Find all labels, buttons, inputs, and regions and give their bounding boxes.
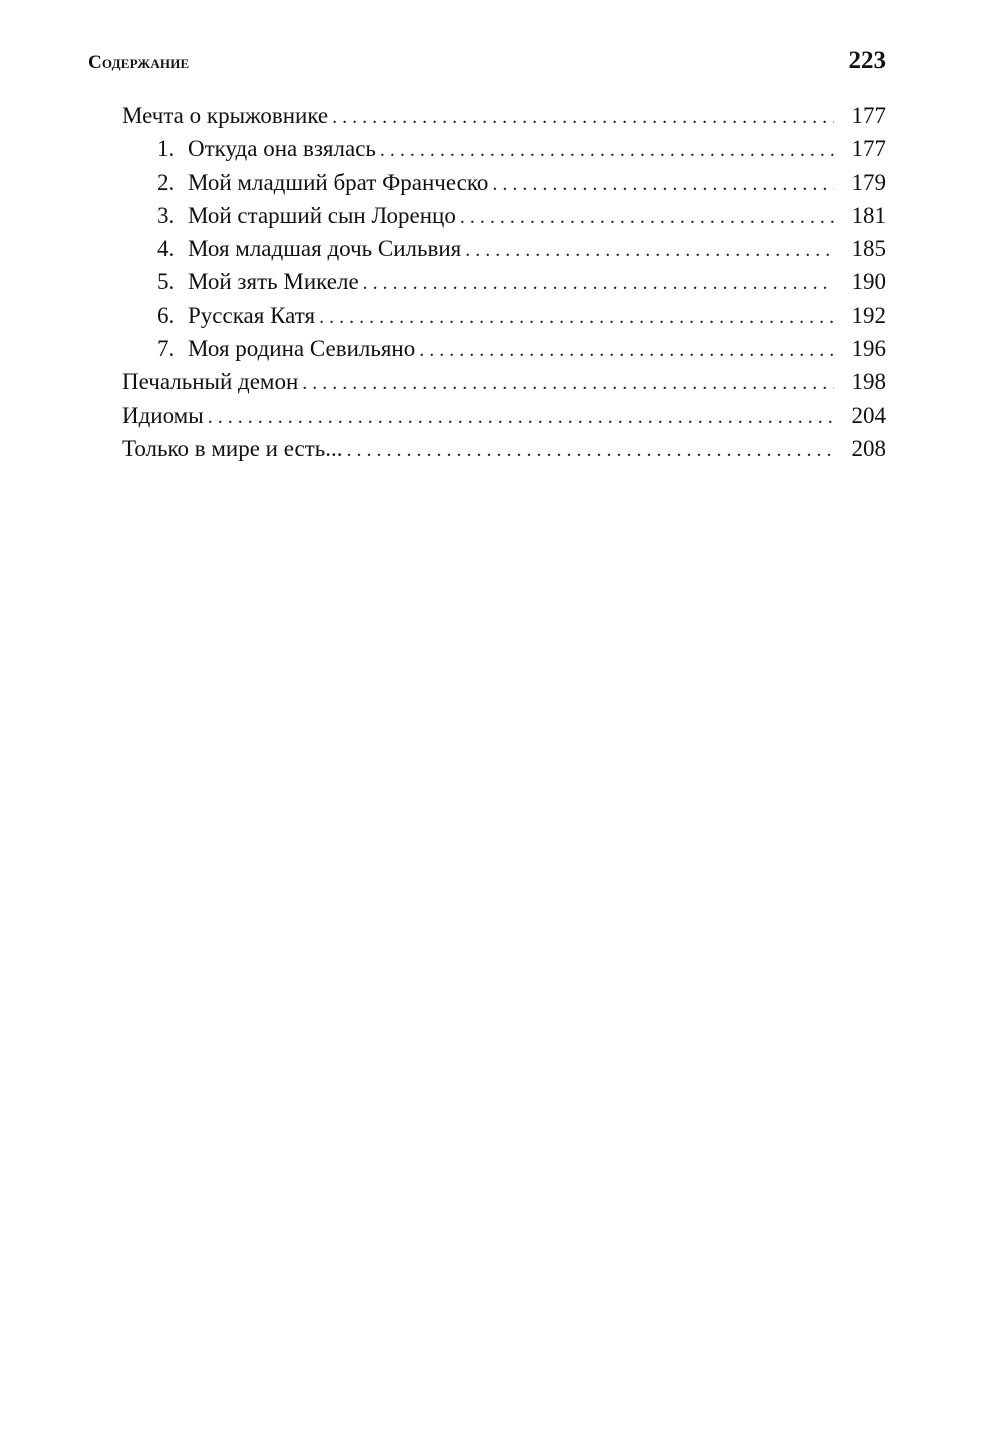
dot-leader [363,267,834,300]
toc-subentry[interactable] [122,232,886,265]
toc-entry-number: 6. [157,302,175,328]
dot-leader [460,201,834,234]
dot-leader [347,434,834,467]
toc-entry[interactable] [122,399,886,432]
toc-entry-page: 181 [851,202,886,228]
toc-entry-page: 179 [851,169,886,195]
toc-entry-page: 177 [851,103,886,128]
dot-leader [319,301,834,334]
toc-entry-title: Мой старший сын Лоренцо [188,202,456,228]
toc-entry[interactable] [122,432,886,465]
toc-entry[interactable] [122,365,886,398]
toc-entry-page: 198 [851,369,886,395]
toc-entry-title: Русская Катя [188,302,316,328]
dot-leader [492,168,834,201]
toc-subentry[interactable] [122,199,886,232]
toc-entry-number: 7. [157,336,175,362]
toc-entry-page: 196 [851,336,886,362]
toc-subentry[interactable] [122,166,886,199]
toc-entry-number: 4. [157,236,175,262]
dot-leader [208,401,834,434]
toc-entry-number: 3. [157,202,175,228]
toc-entry-title: Моя младшая дочь Сильвия [188,236,462,262]
running-head [88,47,886,77]
toc-subentry[interactable] [122,299,886,332]
toc-entry-page: 204 [851,402,886,428]
toc-entry-page: 208 [851,435,886,461]
toc-entry-title: Моя родина Севильяно [188,336,416,362]
running-title: Содержание [88,52,190,73]
toc-entry-title: Мечта о крыжовнике [122,103,329,128]
toc-entry-page: 177 [851,136,886,162]
page-number: 223 [848,47,886,74]
toc-subentry[interactable] [122,265,886,298]
dot-leader [465,234,834,267]
toc-entry-number: 2. [157,169,175,195]
toc-entry-number: 1. [157,136,175,162]
dot-leader [332,101,834,134]
dot-leader [380,134,834,167]
toc-subentry[interactable] [122,132,886,165]
toc-entry-title: Идиомы [122,402,204,428]
toc-entry-page: 190 [851,269,886,295]
toc-entry-title: Печальный демон [122,369,299,395]
toc-entry-title: Только в мире и есть... [122,435,343,461]
toc-entry-page: 185 [851,236,886,262]
table-of-contents [122,99,886,465]
toc-subentry[interactable] [122,332,886,365]
toc-entry-number: 5. [157,269,175,295]
dot-leader [302,367,834,400]
toc-entry[interactable] [122,99,886,132]
toc-entry-page: 192 [851,302,886,328]
dot-leader [419,334,834,367]
toc-entry-title: Мой зять Микеле [188,269,359,295]
toc-entry-title: Откуда она взялась [188,136,376,162]
toc-entry-title: Мой младший брат Франческо [188,169,489,195]
